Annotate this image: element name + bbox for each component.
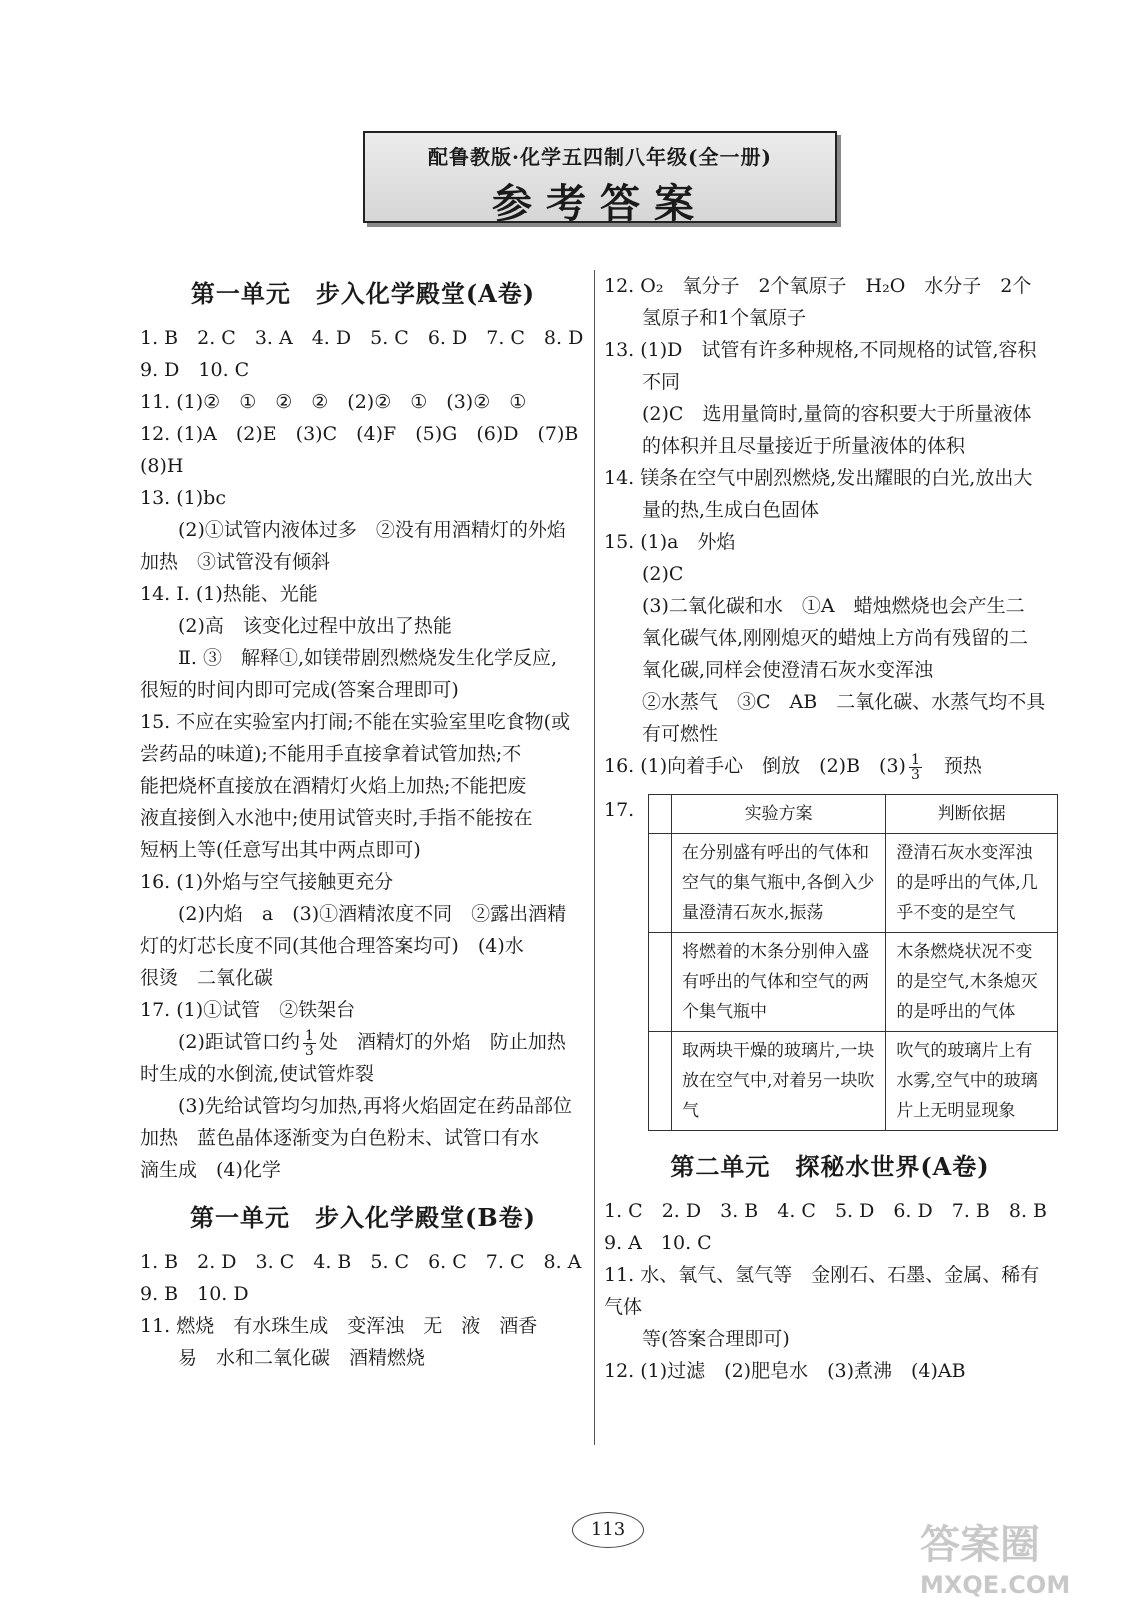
- answer-line: 能把烧杯直接放在酒精灯火焰上加热;不能把废: [140, 775, 527, 797]
- answer-line: 氢原子和1个氧原子: [604, 307, 807, 329]
- fraction-denominator: 3: [910, 766, 920, 783]
- answer-line: 很烫 二氧化碳: [140, 967, 274, 989]
- answer-line: 短柄上等(任意写出其中两点即可): [140, 839, 421, 861]
- answer-line: 11. (1)② ① ② ② (2)② ① (3)② ①: [140, 391, 527, 413]
- answer-line: 12. (1)A (2)E (3)C (4)F (5)G (6)D (7)B: [140, 423, 579, 445]
- table-cell-plan: 取两块干燥的玻璃片,一块放在空气中,对着另一块吹气: [672, 1032, 886, 1131]
- fraction-one-third: [303, 1029, 316, 1058]
- answer-line: 14. 镁条在空气中剧烈燃烧,发出耀眼的白光,放出大: [604, 467, 1033, 489]
- table-cell: [649, 1032, 672, 1131]
- page-number: 113: [572, 1512, 644, 1548]
- answer-line: 11. 燃烧 有水珠生成 变浑浊 无 液 酒香: [140, 1315, 538, 1337]
- right-column: [604, 270, 1056, 1387]
- answer-line: 9. A 10. C: [604, 1232, 712, 1254]
- table-cell: [649, 933, 672, 1032]
- answer-line: 9. D 10. C: [140, 359, 250, 381]
- header-subtitle: 配鲁教版·化学五四制八年级(全一册): [428, 145, 772, 169]
- table-row: [649, 834, 1058, 933]
- answer-line: 等(答案合理即可): [604, 1328, 790, 1350]
- answer-line: (3)二氧化碳和水 ①A 蜡烛燃烧也会产生二: [604, 595, 1025, 617]
- watermark-url: MXQE.COM: [920, 1571, 1071, 1599]
- answer-line: 17. (1)①试管 ②铁架台: [140, 999, 356, 1021]
- answer-line: 1. B 2. C 3. A 4. D 5. C 6. D 7. C 8. D: [140, 327, 584, 349]
- answer-line: (2)①试管内液体过多 ②没有用酒精灯的外焰: [140, 519, 566, 541]
- answer-line: (2)内焰 a (3)①酒精浓度不同 ②露出酒精: [140, 903, 567, 925]
- table-cell-basis: 吹气的玻璃片上有水雾,空气中的玻璃片上无明显现象: [886, 1032, 1058, 1131]
- question-number: 17.: [604, 799, 635, 821]
- answer-line: 易 水和二氧化碳 酒精燃烧: [140, 1347, 426, 1369]
- answer-text: 处 酒精灯的外焰 防止加热: [318, 1031, 566, 1053]
- answer-line: 氧化碳气体,刚刚熄灭的蜡烛上方尚有残留的二: [604, 627, 1029, 649]
- answer-line: 灯的灯芯长度不同(其他合理答案均可) (4)水: [140, 935, 524, 957]
- answer-line: ②水蒸气 ③C AB 二氧化碳、水蒸气均不具: [604, 691, 1046, 713]
- unit1-a-answers-right: [604, 270, 1056, 750]
- unit1-b-answers: [140, 1246, 586, 1374]
- table-cell-plan: 将燃着的木条分别伸入盛有呼出的气体和空气的两个集气瓶中: [672, 933, 886, 1032]
- header-title: 参考答案: [492, 180, 708, 227]
- answer-line: 量的热,生成白色固体: [604, 499, 820, 521]
- table-header-blank: [649, 795, 672, 834]
- watermark-text: 答案圈: [920, 1522, 1040, 1568]
- answer-line: (2)高 该变化过程中放出了热能: [140, 615, 452, 637]
- answer-17: [604, 794, 1056, 1131]
- table-cell-basis: 木条燃烧状况不变的是空气,木条熄灭的是呼出的气体: [886, 933, 1058, 1032]
- answer-line-17-2: [140, 1026, 586, 1058]
- answer-line: 14. Ⅰ. (1)热能、光能: [140, 583, 318, 605]
- answer-line: 9. B 10. D: [140, 1283, 249, 1305]
- answer-text: (2)距试管口约: [140, 1031, 300, 1053]
- fraction-one-third: [909, 753, 922, 782]
- unit2-a-answers: [604, 1195, 1056, 1387]
- watermark-logo: [920, 1522, 1071, 1605]
- table-header-basis: 判断依据: [886, 795, 1058, 834]
- answer-line: 有可燃性: [604, 723, 719, 745]
- answer-line: (3)先给试管均匀加热,再将火焰固定在药品部位: [140, 1095, 572, 1117]
- answer-line-16: [604, 750, 1056, 782]
- answer-line: 15. 不应在实验室内打闹;不能在实验室里吃食物(或: [140, 711, 571, 733]
- section-title-unit1-b: 第一单元 步入化学殿堂(B卷): [190, 1203, 536, 1232]
- answer-line: (2)C: [604, 563, 684, 585]
- unit1-a-answers-cont: [140, 1058, 586, 1186]
- answer-text: 预热: [924, 755, 982, 777]
- table-row: [649, 933, 1058, 1032]
- table-cell-basis: 澄清石灰水变浑浊的是呼出的气体,几乎不变的是空气: [886, 834, 1058, 933]
- table-cell-plan: 在分别盛有呼出的气体和空气的集气瓶中,各倒入少量澄清石灰水,振荡: [672, 834, 886, 933]
- answer-line: Ⅱ. ③ 解释①,如镁带剧烈燃烧发生化学反应,: [140, 647, 558, 669]
- answer-line: 1. C 2. D 3. B 4. C 5. D 6. D 7. B 8. B: [604, 1200, 1048, 1222]
- fraction-numerator: 1: [910, 751, 920, 768]
- answer-line: 滴生成 (4)化学: [140, 1159, 281, 1181]
- fraction-denominator: 3: [304, 1042, 314, 1059]
- answer-line: 16. (1)外焰与空气接触更充分: [140, 871, 394, 893]
- table-cell: [649, 834, 672, 933]
- answer-line: 13. (1)D 试管有许多种规格,不同规格的试管,容积: [604, 339, 1037, 361]
- answer-line: 尝药品的味道);不能用手直接拿着试管加热;不: [140, 743, 522, 765]
- answer-line: (8)H: [140, 455, 184, 477]
- answer-line: 15. (1)a 外焰: [604, 531, 736, 553]
- answer-line: 氧化碳,同样会使澄清石灰水变浑浊: [604, 659, 934, 681]
- answer-line: (2)C 选用量筒时,量筒的容积要大于所量液体: [604, 403, 1032, 425]
- table-header-plan: 实验方案: [672, 795, 886, 834]
- experiment-table: [648, 794, 1058, 1131]
- section-title-unit1-a: 第一单元 步入化学殿堂(A卷): [190, 279, 536, 308]
- section-title-unit2-a: 第二单元 探秘水世界(A卷): [670, 1152, 990, 1181]
- answer-line: 12. O₂ 氧分子 2个氧原子 H₂O 水分子 2个: [604, 275, 1032, 297]
- fraction-numerator: 1: [304, 1027, 314, 1044]
- answer-line: 液直接倒入水池中;使用试管夹时,手指不能按在: [140, 807, 533, 829]
- column-divider: [594, 270, 595, 1445]
- answer-line: 加热 ③试管没有倾斜: [140, 551, 331, 573]
- answer-line: 的体积并且尽量接近于所量液体的体积: [604, 435, 966, 457]
- answer-line: 时生成的水倒流,使试管炸裂: [140, 1063, 375, 1085]
- answer-line: 不同: [604, 371, 681, 393]
- unit1-a-answers: [140, 322, 586, 1026]
- answer-line: 很短的时间内即可完成(答案合理即可): [140, 679, 459, 701]
- answer-line: 12. (1)过滤 (2)肥皂水 (3)煮沸 (4)AB: [604, 1360, 966, 1382]
- left-column: [140, 270, 586, 1374]
- page-header: [363, 131, 837, 227]
- answer-line: 加热 蓝色晶体逐渐变为白色粉末、试管口有水: [140, 1127, 540, 1149]
- answer-line: 11. 水、氧气、氢气等 金刚石、石墨、金属、稀有气体: [604, 1264, 1040, 1318]
- answer-line: 1. B 2. D 3. C 4. B 5. C 6. C 7. C 8. A: [140, 1251, 582, 1273]
- answer-text: 16. (1)向着手心 倒放 (2)B (3): [604, 755, 906, 777]
- table-row: [649, 1032, 1058, 1131]
- answer-line: 13. (1)bc: [140, 487, 226, 509]
